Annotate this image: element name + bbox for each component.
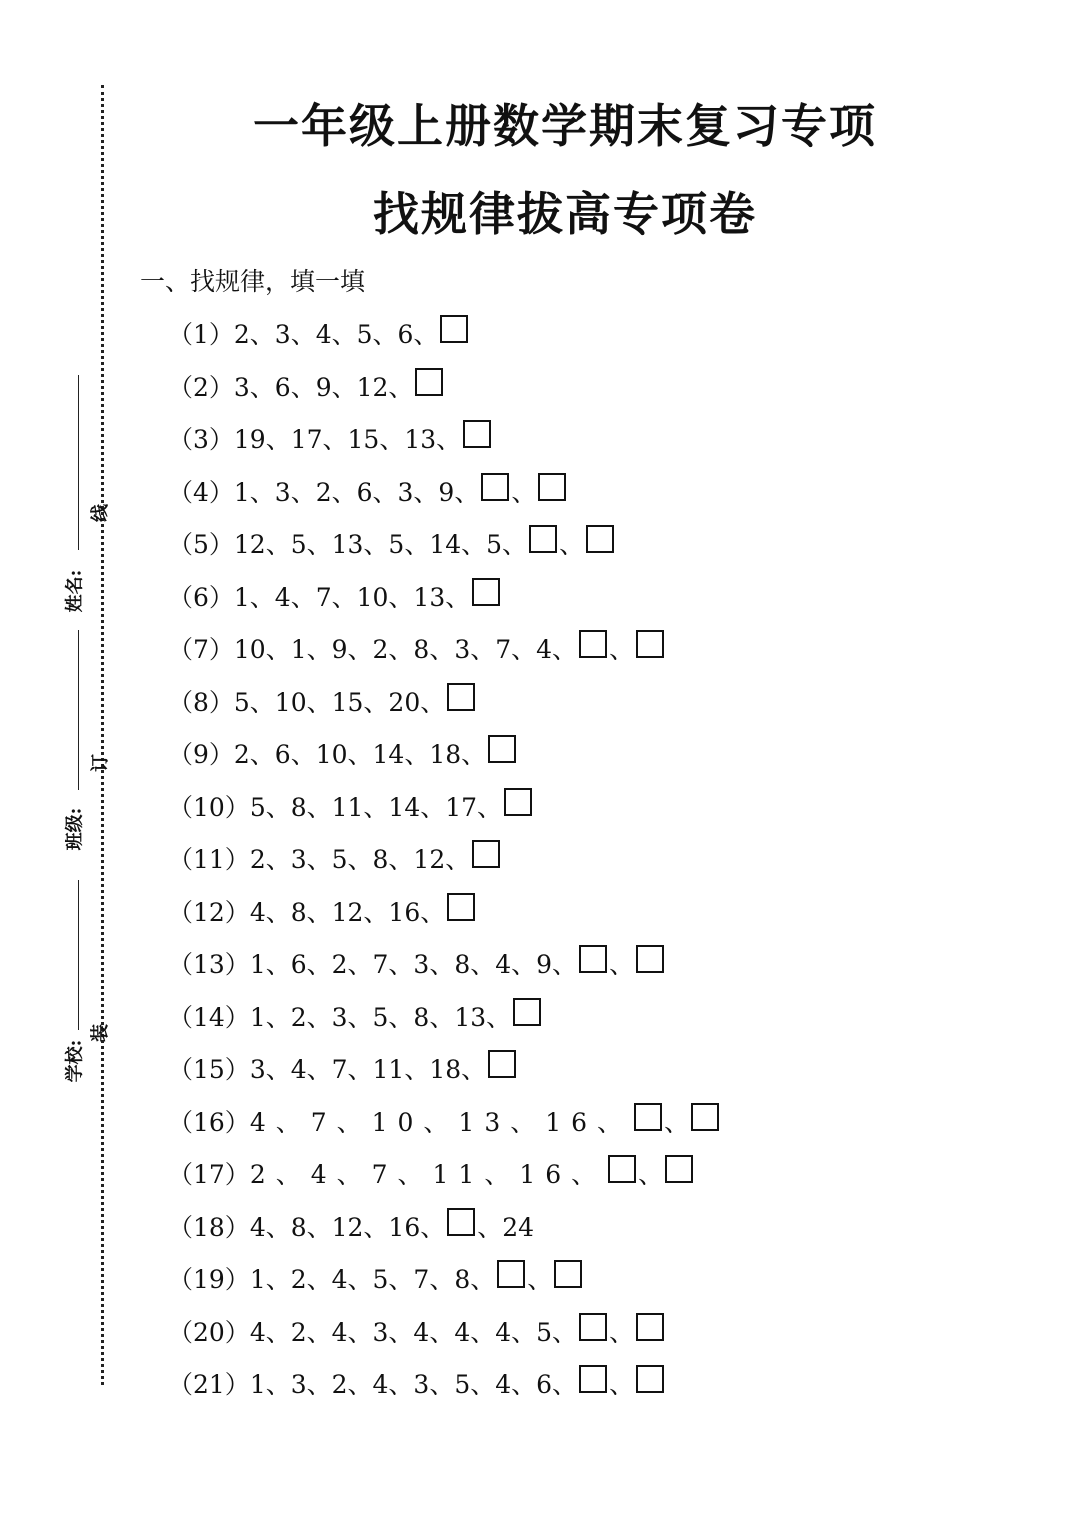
blank-separator: 、 (511, 477, 537, 507)
problem-number: （3） (168, 425, 234, 454)
problem-number: （8） (168, 687, 234, 717)
problem-item (168, 789, 534, 823)
problem-item (168, 1209, 534, 1243)
answer-blank-box[interactable] (691, 1103, 719, 1131)
problem-number: （11） (168, 845, 250, 874)
problem-sequence: 2、3、4、5、6、 (233, 320, 439, 349)
answer-blank-box[interactable] (579, 1365, 607, 1393)
problem-sequence: 3、4、7、11、18、 (249, 1055, 487, 1084)
problem-number: （12） (168, 897, 250, 927)
problem-item (168, 1051, 518, 1085)
answer-blank-box[interactable] (513, 998, 541, 1026)
problem-sequence: 2、4、7、11、16、 (249, 1160, 607, 1189)
problem-number: （9） (168, 740, 234, 769)
problem-item (168, 946, 666, 980)
problem-item (168, 421, 493, 455)
answer-blank-box[interactable] (608, 1155, 636, 1183)
problem-sequence: 2、6、10、14、18、 (233, 740, 487, 769)
problem-number: （17） (168, 1160, 250, 1189)
problem-sequence: 10、1、9、2、8、3、7、4、 (233, 635, 578, 664)
page-title: 一年级上册数学期末复习专项 (253, 99, 877, 153)
problem-item (168, 474, 568, 508)
blank-separator: 、 (609, 635, 635, 664)
problem-item (168, 316, 470, 350)
answer-blank-box[interactable] (472, 578, 500, 606)
problem-number: （4） (168, 477, 234, 507)
problem-number: （13） (168, 950, 250, 979)
problem-sequence: 4、8、12、16、 (249, 1212, 446, 1242)
problem-item (168, 1156, 695, 1190)
answer-blank-box[interactable] (529, 525, 557, 553)
problem-item (168, 369, 445, 403)
answer-blank-box[interactable] (440, 315, 468, 343)
problem-item (168, 684, 477, 718)
answer-blank-box[interactable] (634, 1103, 662, 1131)
section-heading: 一、找规律，填一填 (140, 267, 366, 296)
answer-blank-box[interactable] (665, 1155, 693, 1183)
answer-blank-box[interactable] (636, 630, 664, 658)
problem-number: （14） (168, 1002, 250, 1032)
problem-number: （21） (168, 1370, 250, 1399)
answer-blank-box[interactable] (488, 1050, 516, 1078)
answer-blank-box[interactable] (472, 840, 500, 868)
problem-sequence: 4、8、12、16、 (249, 897, 446, 927)
problem-sequence: 1、4、7、10、13、 (233, 582, 471, 612)
answer-blank-box[interactable] (579, 945, 607, 973)
answer-blank-box[interactable] (488, 735, 516, 763)
answer-blank-box[interactable] (504, 788, 532, 816)
problem-item (168, 526, 616, 560)
blank-separator: 、 (609, 1370, 635, 1399)
binding-mark-xian: 线 (90, 504, 111, 522)
problem-sequence: 3、6、9、12、 (233, 372, 414, 402)
blank-separator: 、 (559, 530, 585, 559)
problem-sequence: 1、2、3、5、8、13、 (249, 1002, 512, 1032)
problem-sequence: 1、6、2、7、3、8、4、9、 (249, 950, 578, 979)
problem-number: （10） (168, 792, 250, 822)
problem-number: （6） (168, 582, 234, 612)
problem-item (168, 736, 518, 770)
answer-blank-box[interactable] (447, 1208, 475, 1236)
school-label: 学校: (64, 1039, 86, 1083)
answer-blank-box[interactable] (447, 893, 475, 921)
problem-sequence: 1、3、2、4、3、5、4、6、 (249, 1370, 578, 1399)
blank-separator: 、 (527, 1265, 553, 1294)
answer-blank-box[interactable] (497, 1260, 525, 1288)
page-subtitle: 找规律拔高专项卷 (373, 187, 757, 241)
answer-blank-box[interactable] (579, 1313, 607, 1341)
answer-blank-box[interactable] (481, 473, 509, 501)
problem-sequence: 1、3、2、6、3、9、 (233, 477, 480, 507)
problem-sequence: 5、8、11、14、17、 (249, 792, 503, 822)
problem-sequence: 2、3、5、8、12、 (249, 845, 471, 874)
problem-item (168, 1261, 584, 1295)
blank-separator: 、 (638, 1160, 664, 1189)
problem-number: （20） (168, 1317, 250, 1347)
blank-separator: 、 (664, 1107, 690, 1137)
problem-sequence: 4、7、10、13、16、 (249, 1107, 633, 1137)
answer-blank-box[interactable] (415, 368, 443, 396)
name-field-line[interactable] (78, 375, 79, 550)
blank-separator: 、 (609, 1317, 635, 1347)
problem-item (168, 1314, 666, 1348)
problem-number: （5） (168, 530, 234, 559)
school-field-line[interactable] (78, 880, 79, 1030)
answer-blank-box[interactable] (636, 1365, 664, 1393)
blank-separator: 、 (609, 950, 635, 979)
problem-number: （15） (168, 1055, 250, 1084)
problem-sequence: 19、17、15、13、 (233, 425, 462, 454)
problem-number: （7） (168, 635, 234, 664)
problem-number: （1） (168, 320, 234, 349)
problem-sequence: 12、5、13、5、14、5、 (233, 530, 528, 559)
problem-number: （18） (168, 1212, 250, 1242)
answer-blank-box[interactable] (554, 1260, 582, 1288)
problem-item (168, 579, 502, 613)
problem-item (168, 1366, 666, 1400)
answer-blank-box[interactable] (579, 630, 607, 658)
problem-sequence: 5、10、15、20、 (233, 687, 446, 717)
answer-blank-box[interactable] (586, 525, 614, 553)
problem-number: （16） (168, 1107, 250, 1137)
binding-mark-ding: 订 (90, 754, 111, 772)
name-label: 姓名: (64, 569, 86, 613)
answer-blank-box[interactable] (447, 683, 475, 711)
answer-blank-box[interactable] (538, 473, 566, 501)
problem-number: （2） (168, 372, 234, 402)
answer-blank-box[interactable] (636, 945, 664, 973)
class-label: 班级: (64, 807, 86, 851)
problem-item (168, 631, 666, 665)
problem-sequence: 4、2、4、3、4、4、4、5、 (249, 1317, 578, 1347)
problem-item (168, 841, 502, 875)
problem-suffix: 、24 (477, 1212, 535, 1242)
problem-item (168, 894, 477, 928)
problem-number: （19） (168, 1265, 250, 1294)
binding-mark-zhuang: 装 (90, 1024, 111, 1042)
class-field-line[interactable] (78, 630, 79, 790)
problem-item (168, 1104, 721, 1138)
problem-sequence: 1、2、4、5、7、8、 (249, 1265, 496, 1294)
answer-blank-box[interactable] (636, 1313, 664, 1341)
binding-dotted-line (101, 85, 104, 1385)
problem-item (168, 999, 543, 1033)
answer-blank-box[interactable] (463, 420, 491, 448)
